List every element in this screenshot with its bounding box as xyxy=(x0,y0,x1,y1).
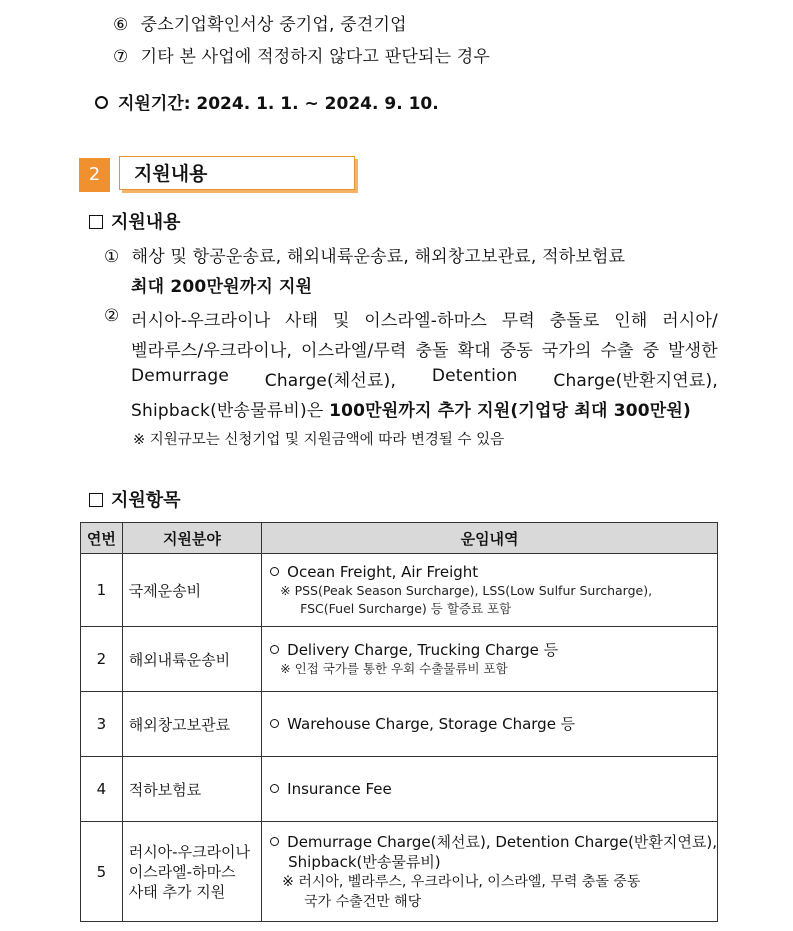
support-item-1-amount: 최대 200만원까지 지원 xyxy=(131,277,313,297)
circle-bullet-icon xyxy=(270,784,279,793)
support-items-table xyxy=(80,522,718,922)
word: Charge(체선료), xyxy=(264,371,397,391)
table-row: 4 적하보험료 Insurance Fee xyxy=(81,757,718,822)
word: 확대 xyxy=(457,341,491,361)
square-bullet-icon xyxy=(89,215,103,229)
support-note: ※ 지원규모는 신청기업 및 지원금액에 따라 변경될 수 있음 xyxy=(133,432,505,448)
circle-bullet-icon xyxy=(270,645,279,654)
support-item-2-line xyxy=(131,336,718,361)
section-number: 2 xyxy=(79,158,110,192)
word: Demurrage xyxy=(131,366,230,386)
word: 발생한 xyxy=(668,341,718,361)
table-row: 5 러시아-우크라이나 이스라엘-하마스 사태 추가 지원 Demurrage Charge(체선료), Detention Charge(반환지연료), Shipback(반송물류비) ※ 러시아, 벨라루스, 우크라이나, 이스라엘, 무력 충돌 중동 국가 수출건만 해당 xyxy=(81,822,718,922)
support-items-heading: 지원항목 xyxy=(89,486,181,512)
section-title: 지원내용 xyxy=(119,156,355,190)
column-header: 연번 xyxy=(81,523,123,554)
support-period: 지원기간: 2024. 1. 1. ~ 2024. 9. 10. xyxy=(95,89,439,114)
support-item-1: ① 해상 및 항공운송료, 해외내륙운송료, 해외창고보관료, 적하보험료 xyxy=(104,247,626,267)
table-row: 3 해외창고보관료 Warehouse Charge, Storage Charge 등 xyxy=(81,692,718,757)
circle-bullet-icon xyxy=(270,837,279,846)
word: 무력 xyxy=(501,311,535,331)
word: 및 xyxy=(332,311,350,331)
support-item-2-num: ② xyxy=(104,306,120,326)
word: 국가의 xyxy=(541,341,592,361)
word: 러시아-우크라이나 xyxy=(131,311,271,331)
exclusion-item: ⑦ 기타 본 사업에 적정하지 않다고 판단되는 경우 xyxy=(113,47,491,67)
exclusion-item: ⑥ 중소기업확인서상 중기업, 중견기업 xyxy=(113,15,407,35)
column-header: 운임내역 xyxy=(262,523,718,554)
word: 이스라엘/무력 xyxy=(300,341,407,361)
table-row: 2 해외내륙운송비 Delivery Charge, Trucking Charge 등 ※ 인접 국가를 통한 우회 수출물류비 포함 xyxy=(81,627,718,692)
circle-bullet-icon xyxy=(270,719,279,728)
support-item-2-line xyxy=(131,366,718,391)
word: 중동 xyxy=(499,341,533,361)
circle-bullet-icon xyxy=(270,567,279,576)
word: 러시아/ xyxy=(662,311,718,331)
support-content-heading: 지원내용 xyxy=(89,208,181,234)
word: 벨라루스/우크라이나, xyxy=(131,341,293,361)
word: 사태 xyxy=(285,311,319,331)
table-header-row xyxy=(81,523,718,554)
word: 인해 xyxy=(614,311,648,331)
column-header: 지원분야 xyxy=(122,523,261,554)
table-row: 1 국제운송비 Ocean Freight, Air Freight ※ PSS(Peak Season Surcharge), LSS(Low Sulfur Surcharge), FSC(Fuel Surcharge) 등 할증료 포함 xyxy=(81,554,718,627)
word: 중 xyxy=(642,341,660,361)
word: 수출 xyxy=(600,341,634,361)
support-item-2-line: Shipback(반송물류비)은 100만원까지 추가 지원(기업당 최대 300만원) xyxy=(131,401,692,421)
square-bullet-icon xyxy=(89,493,103,507)
word: Charge(반환지연료), xyxy=(553,371,718,391)
word: 충돌로 xyxy=(549,311,600,331)
word: 충돌 xyxy=(415,341,449,361)
support-item-2-line xyxy=(131,306,718,331)
word: Detention xyxy=(431,366,518,386)
circle-bullet-icon xyxy=(95,96,108,109)
word: 이스라엘-하마스 xyxy=(364,311,487,331)
